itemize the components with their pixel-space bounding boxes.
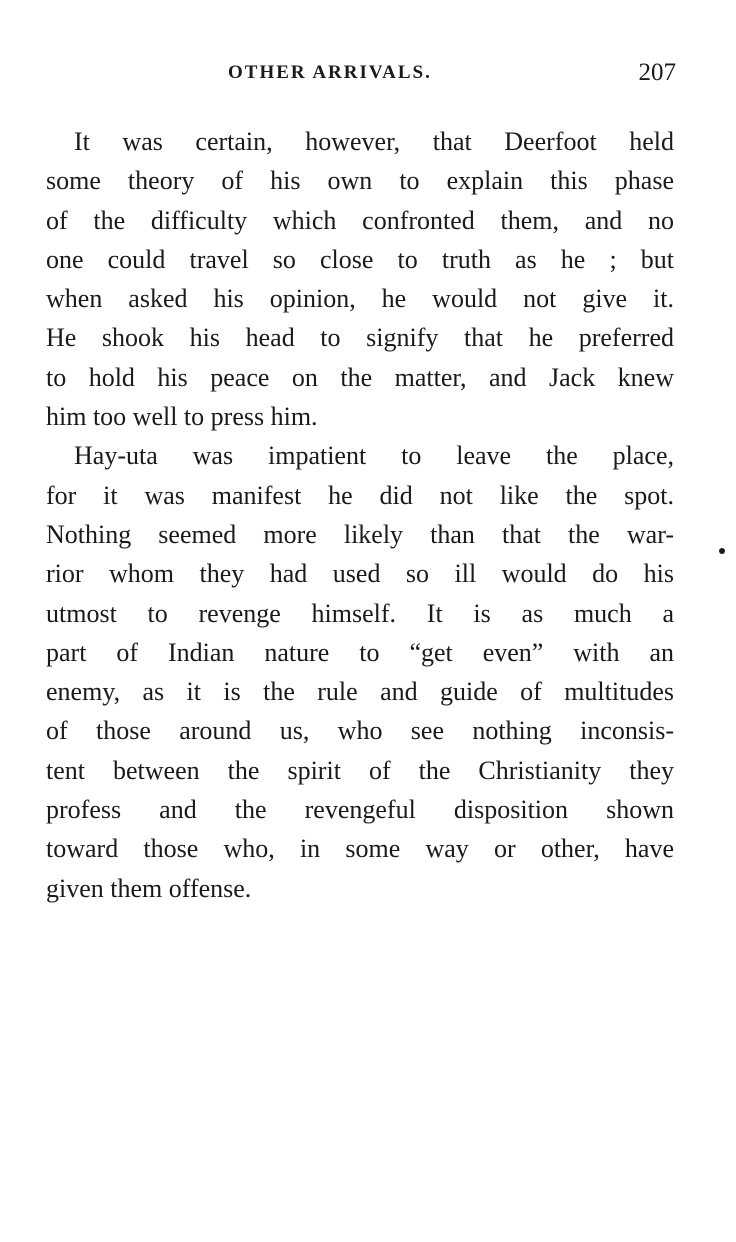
text-line: enemy, as it is the rule and guide of multitudes bbox=[46, 677, 674, 707]
paragraph-2 bbox=[46, 436, 674, 908]
text-line: He shook his head to signify that he preferred bbox=[46, 323, 674, 353]
text-line: utmost to revenge himself. It is as much a bbox=[46, 598, 674, 628]
paragraph-1 bbox=[46, 122, 674, 436]
text-line: of the difficulty which confronted them, and no bbox=[46, 205, 674, 235]
text-line: to hold his peace on the matter, and Jack knew bbox=[46, 362, 674, 392]
text-line: tent between the spirit of the Christianity they bbox=[46, 755, 674, 785]
text-line: of those around us, who see nothing inconsis- bbox=[46, 716, 674, 746]
text-line: Nothing seemed more likely than that the war- bbox=[46, 519, 674, 549]
page-number: 207 bbox=[638, 59, 676, 86]
text-line: Hay-uta was impatient to leave the place, bbox=[74, 441, 674, 471]
text-line: him too well to press him. bbox=[46, 402, 318, 432]
text-line: some theory of his own to explain this phase bbox=[46, 166, 674, 196]
text-line: rior whom they had used so ill would do his bbox=[46, 559, 674, 589]
body-text bbox=[46, 122, 674, 908]
text-line: one could travel so close to truth as he ; but bbox=[46, 244, 674, 274]
text-line: profess and the revengeful disposition shown bbox=[46, 795, 674, 825]
text-line: given them offense. bbox=[46, 873, 252, 903]
text-line: for it was manifest he did not like the spot. bbox=[46, 480, 674, 510]
text-line: toward those who, in some way or other, have bbox=[46, 834, 674, 864]
text-line: It was certain, however, that Deerfoot held bbox=[74, 127, 674, 156]
ink-speck bbox=[719, 548, 725, 554]
text-line: part of Indian nature to “get even” with an bbox=[46, 637, 674, 667]
running-head bbox=[46, 59, 676, 92]
text-line: when asked his opinion, he would not give it. bbox=[46, 284, 674, 314]
running-title: OTHER ARRIVALS. bbox=[228, 62, 432, 83]
